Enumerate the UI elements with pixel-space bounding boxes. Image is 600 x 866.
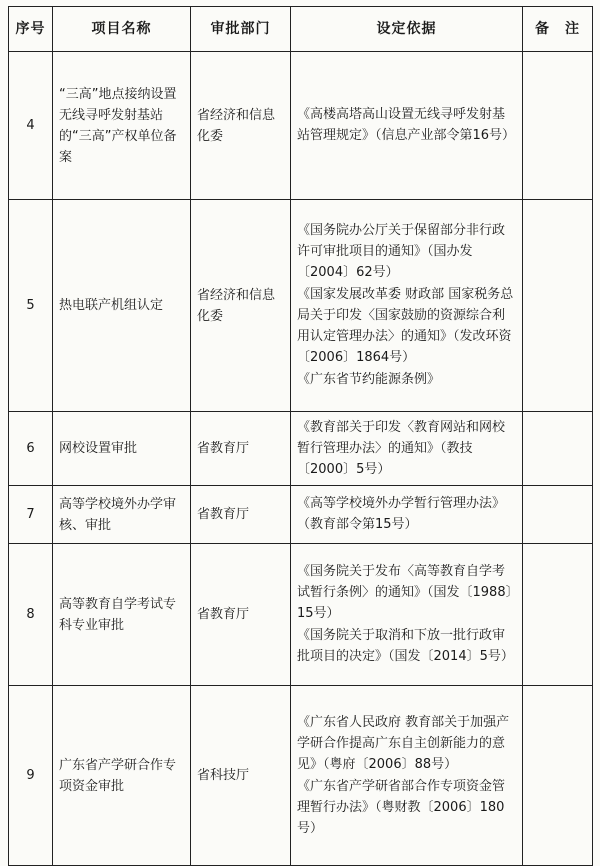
approval-department: 省教育厅 bbox=[191, 486, 291, 544]
basis-document: 《国务院关于发布〈高等教育自学考试暂行条例〉的通知》（国发〔1988〕15号） bbox=[297, 564, 513, 621]
legal-basis bbox=[291, 52, 523, 200]
approval-department: 省经济和信息化委 bbox=[191, 52, 291, 200]
approval-department: 省教育厅 bbox=[191, 544, 291, 686]
basis-document: 《国家发展改革委 财政部 国家税务总局关于印发〈国家鼓励的资源综合利用认定管理办法〉的通知》（发改环资〔2006〕1864号） bbox=[297, 287, 514, 365]
header-remarks: 备 注 bbox=[523, 7, 593, 52]
item-name: “三高”地点接纳设置无线寻呼发射基站的“三高”产权单位备案 bbox=[53, 52, 191, 200]
header-approval-department: 审批部门 bbox=[191, 7, 291, 52]
row-number: 4 bbox=[9, 52, 53, 200]
item-name: 网校设置审批 bbox=[53, 412, 191, 486]
approval-department: 省经济和信息化委 bbox=[191, 200, 291, 412]
table-row bbox=[9, 200, 593, 412]
basis-document: 《国务院办公厅关于保留部分非行政许可审批项目的通知》（国办发〔2004〕62号） bbox=[297, 223, 506, 280]
row-number: 7 bbox=[9, 486, 53, 544]
item-name: 高等教育自学考试专科专业审批 bbox=[53, 544, 191, 686]
legal-basis bbox=[291, 412, 523, 486]
basis-document: 《高等学校境外办学暂行管理办法》（教育部令第15号） bbox=[297, 496, 506, 532]
header-legal-basis: 设定依据 bbox=[291, 7, 523, 52]
table-row bbox=[9, 52, 593, 200]
basis-document: 《广东省人民政府 教育部关于加强产学研合作提高广东自主创新能力的意见》（粤府〔2006〕88号） bbox=[297, 714, 510, 772]
item-name: 广东省产学研合作专项资金审批 bbox=[53, 686, 191, 866]
remarks-cell bbox=[523, 486, 593, 544]
item-name: 热电联产机组认定 bbox=[53, 200, 191, 412]
header-serial-number: 序号 bbox=[9, 7, 53, 52]
approval-items-table bbox=[8, 6, 593, 866]
item-name: 高等学校境外办学审核、审批 bbox=[53, 486, 191, 544]
basis-document: 《广东省产学研省部合作专项资金管理暂行办法》（粤财教〔2006〕180号） bbox=[297, 778, 506, 836]
remarks-cell bbox=[523, 52, 593, 200]
row-number: 5 bbox=[9, 200, 53, 412]
table-header-row bbox=[9, 7, 593, 52]
legal-basis bbox=[291, 686, 523, 866]
table-row bbox=[9, 544, 593, 686]
remarks-cell bbox=[523, 412, 593, 486]
basis-document: 《广东省节约能源条例》 bbox=[297, 372, 441, 387]
basis-document: 《国务院关于取消和下放一批行政审批项目的决定》（国发〔2014〕5号） bbox=[297, 628, 514, 664]
row-number: 6 bbox=[9, 412, 53, 486]
legal-basis bbox=[291, 200, 523, 412]
table-row bbox=[9, 486, 593, 544]
row-number: 9 bbox=[9, 686, 53, 866]
row-number: 8 bbox=[9, 544, 53, 686]
approval-department: 省教育厅 bbox=[191, 412, 291, 486]
approval-department: 省科技厅 bbox=[191, 686, 291, 866]
table-row bbox=[9, 686, 593, 866]
remarks-cell bbox=[523, 544, 593, 686]
remarks-cell bbox=[523, 200, 593, 412]
basis-document: 《高楼高塔高山设置无线寻呼发射基站管理规定》（信息产业部令第16号） bbox=[297, 107, 516, 143]
basis-document: 《教育部关于印发〈教育网站和网校暂行管理办法〉的通知》（教技〔2000〕5号） bbox=[297, 419, 506, 477]
remarks-cell bbox=[523, 686, 593, 866]
header-item-name: 项目名称 bbox=[53, 7, 191, 52]
table-row bbox=[9, 412, 593, 486]
legal-basis bbox=[291, 544, 523, 686]
legal-basis bbox=[291, 486, 523, 544]
